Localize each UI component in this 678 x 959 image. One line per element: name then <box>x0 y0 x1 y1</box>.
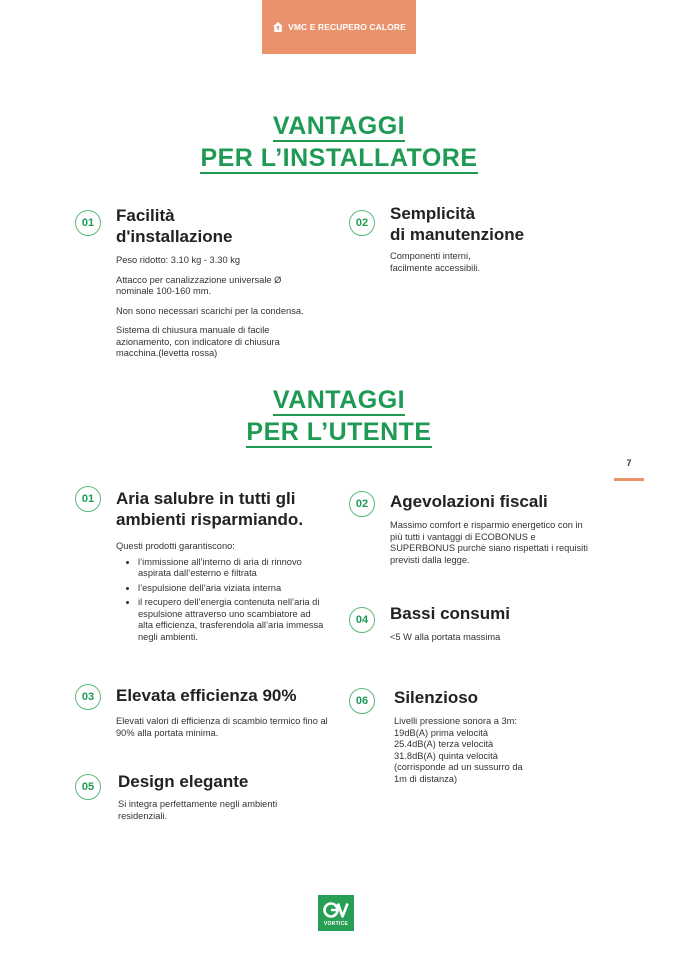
number-badge: 04 <box>349 607 375 633</box>
number-badge: 01 <box>75 486 101 512</box>
item-title: Silenzioso <box>394 688 479 707</box>
number-badge: 06 <box>349 688 375 714</box>
item-text: Livelli pressione sonora a 3m: 19dB(A) prima velocità 25.4dB(A) terza velocità 31.8dB(A) quinta velocità (corrisponde ad un sussurro da 1m di distanza) <box>394 716 523 784</box>
number-badge: 02 <box>349 210 375 236</box>
number-badge: 03 <box>75 684 101 710</box>
item-title: Design elegante <box>118 772 249 791</box>
category-tab-label: VMC E RECUPERO CALORE <box>288 22 406 32</box>
house-icon <box>272 21 284 33</box>
category-tab <box>262 0 416 54</box>
item-title: Semplicità di manutenzione <box>390 204 525 244</box>
item-text: Questi prodotti garantiscono: • l’immissione all’interno di aria di rinnovo aspirata dall’esterno e filtrata • l’espulsione dell’aria viziata interna • il recupero dell’energia contenuta nell’aria di espulsione attraverso uno scambiatore ad alta efficienza, trasferendola all’aria immessa negli ambienti. <box>116 541 326 646</box>
item-text: Peso ridotto: 3.10 kg - 3.30 kg Attacco per canalizzazione universale Ø nominale 100-160 mm. Non sono necessari scarichi per la condensa. Sistema di chiusura manuale di facile azionamento, con indicatore di chiusura macchina.(levetta rossa) <box>116 255 304 358</box>
number-badge: 05 <box>75 774 101 800</box>
section2-title: VANTAGGI PER L’UTENTE <box>246 386 432 446</box>
item-text: <5 W alla portata massima <box>390 632 501 642</box>
number-badge: 01 <box>75 210 101 236</box>
item-title: Bassi consumi <box>390 604 510 623</box>
item-title: Elevata efficienza 90% <box>116 686 297 705</box>
item-title: Facilità d'installazione <box>116 206 233 246</box>
item-text: Componenti interni, facilmente accessibili. <box>390 251 480 273</box>
item-title: Aria salubre in tutti gli ambienti risparmiando. <box>116 489 304 529</box>
number-badge: 02 <box>349 491 375 517</box>
section1-title: VANTAGGI PER L’INSTALLATORE <box>200 112 478 172</box>
item-text: Si integra perfettamente negli ambienti residenziali. <box>118 799 278 821</box>
page-number: 7 <box>626 458 632 468</box>
vortice-logo-mark-icon <box>323 900 349 920</box>
vortice-logo <box>318 895 354 931</box>
page-number-bar <box>614 478 644 481</box>
item-title: Agevolazioni fiscali <box>390 492 548 511</box>
vortice-logo-word: VORTICE <box>323 920 349 927</box>
item-text: Elevati valori di efficienza di scambio termico fino al 90% alla portata minima. <box>116 716 328 738</box>
item-text: Massimo comfort e risparmio energetico con in più tutti i vantaggi di ECOBONUS e SUPERBONUS purchè siano rispettati i requisiti previsti dalla legge. <box>390 520 588 565</box>
